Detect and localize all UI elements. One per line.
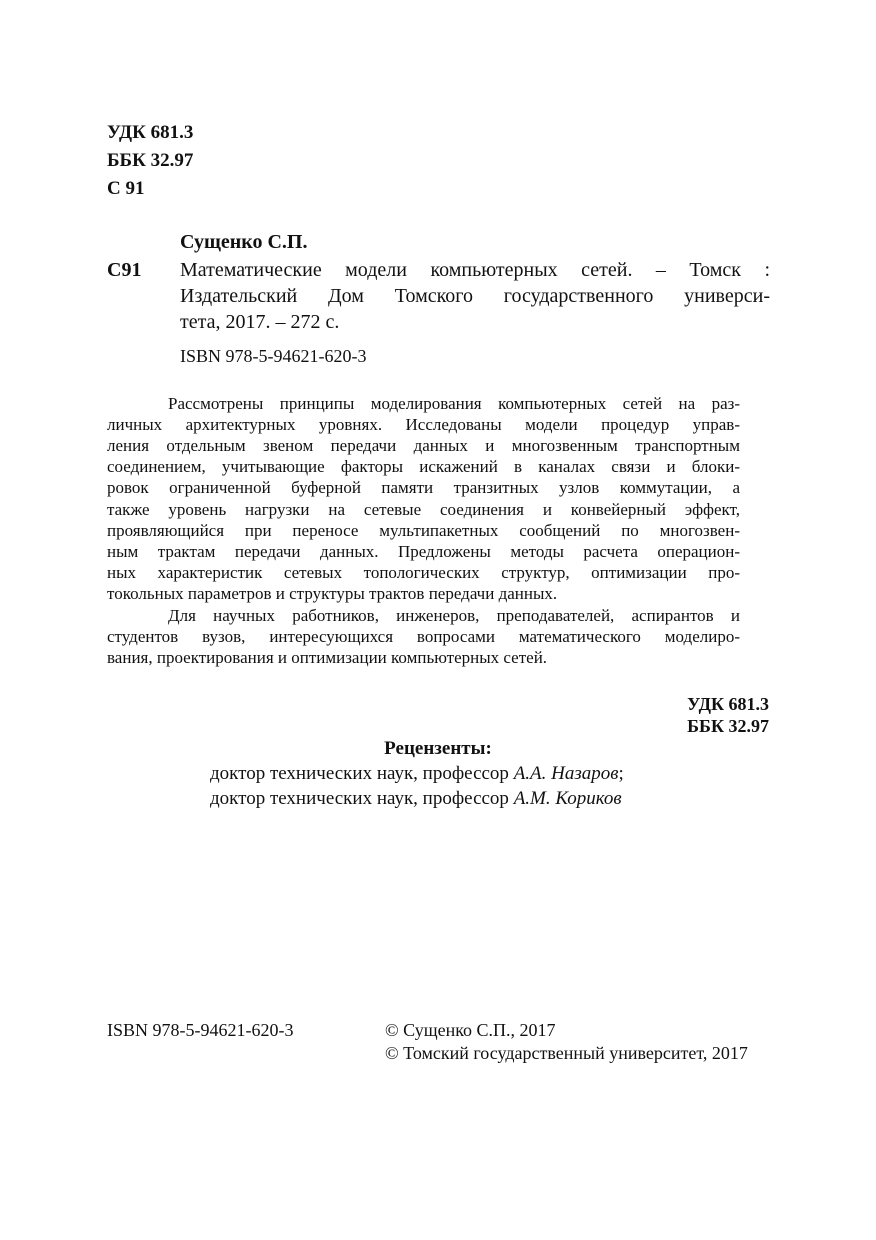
reviewers-title: Рецензенты: [384, 738, 492, 759]
reviewer-suffix: ; [618, 763, 624, 784]
annotation-line: ным трактам передачи данных. Предложены методы расчета операцион- [107, 542, 740, 561]
reviewer-title: доктор технических наук, профессор [210, 788, 514, 809]
annotation-line: соединением, учитывающие факторы искажений в каналах связи и блоки- [107, 457, 740, 476]
reviewer [210, 763, 624, 785]
annotation-line: личных архитектурных уровнях. Исследованы модели процедур управ- [107, 415, 740, 434]
udk-code-right: УДК 681.3 [687, 694, 769, 714]
annotation-line: ных характеристик сетевых топологических структур, оптимизации про- [107, 563, 740, 582]
annotation-line: Для научных работников, инженеров, преподавателей, аспирантов и [168, 606, 740, 625]
footer-isbn: ISBN 978-5-94621-620-3 [107, 1020, 294, 1040]
annotation-line: студентов вузов, интересующихся вопросами математического моделиро- [107, 627, 740, 646]
isbn: ISBN 978-5-94621-620-3 [180, 346, 367, 366]
annotation-line: вания, проектирования и оптимизации компьютерных сетей. [107, 648, 548, 667]
author-mark: С 91 [107, 178, 145, 199]
annotation-line: Рассмотрены принципы моделирования компьютерных сетей на раз- [168, 394, 740, 413]
annotation-line: также уровень нагрузки на сетевые соединения и конвейерный эффект, [107, 500, 740, 519]
bibliographic-line: Математические модели компьютерных сетей. – Томск : [180, 259, 770, 281]
annotation-line: токольных параметров и структуры трактов передачи данных. [107, 584, 558, 603]
bibliographic-line: тета, 2017. – 272 с. [180, 311, 340, 333]
bbk-code-right: ББК 32.97 [687, 716, 769, 736]
annotation-line: ровок ограниченной буферной памяти транзитных узлов коммутации, а [107, 478, 740, 497]
author-name: Сущенко С.П. [180, 231, 308, 253]
copyright-university: © Томский государственный университет, 2017 [385, 1043, 748, 1063]
bbk-code: ББК 32.97 [107, 150, 194, 171]
udk-code: УДК 681.3 [107, 122, 194, 143]
bibliographic-line: Издательский Дом Томского государственного универси- [180, 285, 770, 307]
copyright-author: © Сущенко С.П., 2017 [385, 1020, 556, 1040]
reviewer-name: А.А. Назаров [513, 763, 619, 784]
author-mark-entry: С91 [107, 259, 142, 281]
reviewer [210, 788, 622, 810]
annotation-line: ления отдельным звеном передачи данных и многозвенным транспортным [107, 436, 740, 455]
reviewer-name: А.М. Кориков [513, 788, 622, 809]
reviewer-title: доктор технических наук, профессор [210, 763, 514, 784]
annotation-line: проявляющийся при переносе мультипакетных сообщений по многозвен- [107, 521, 740, 540]
